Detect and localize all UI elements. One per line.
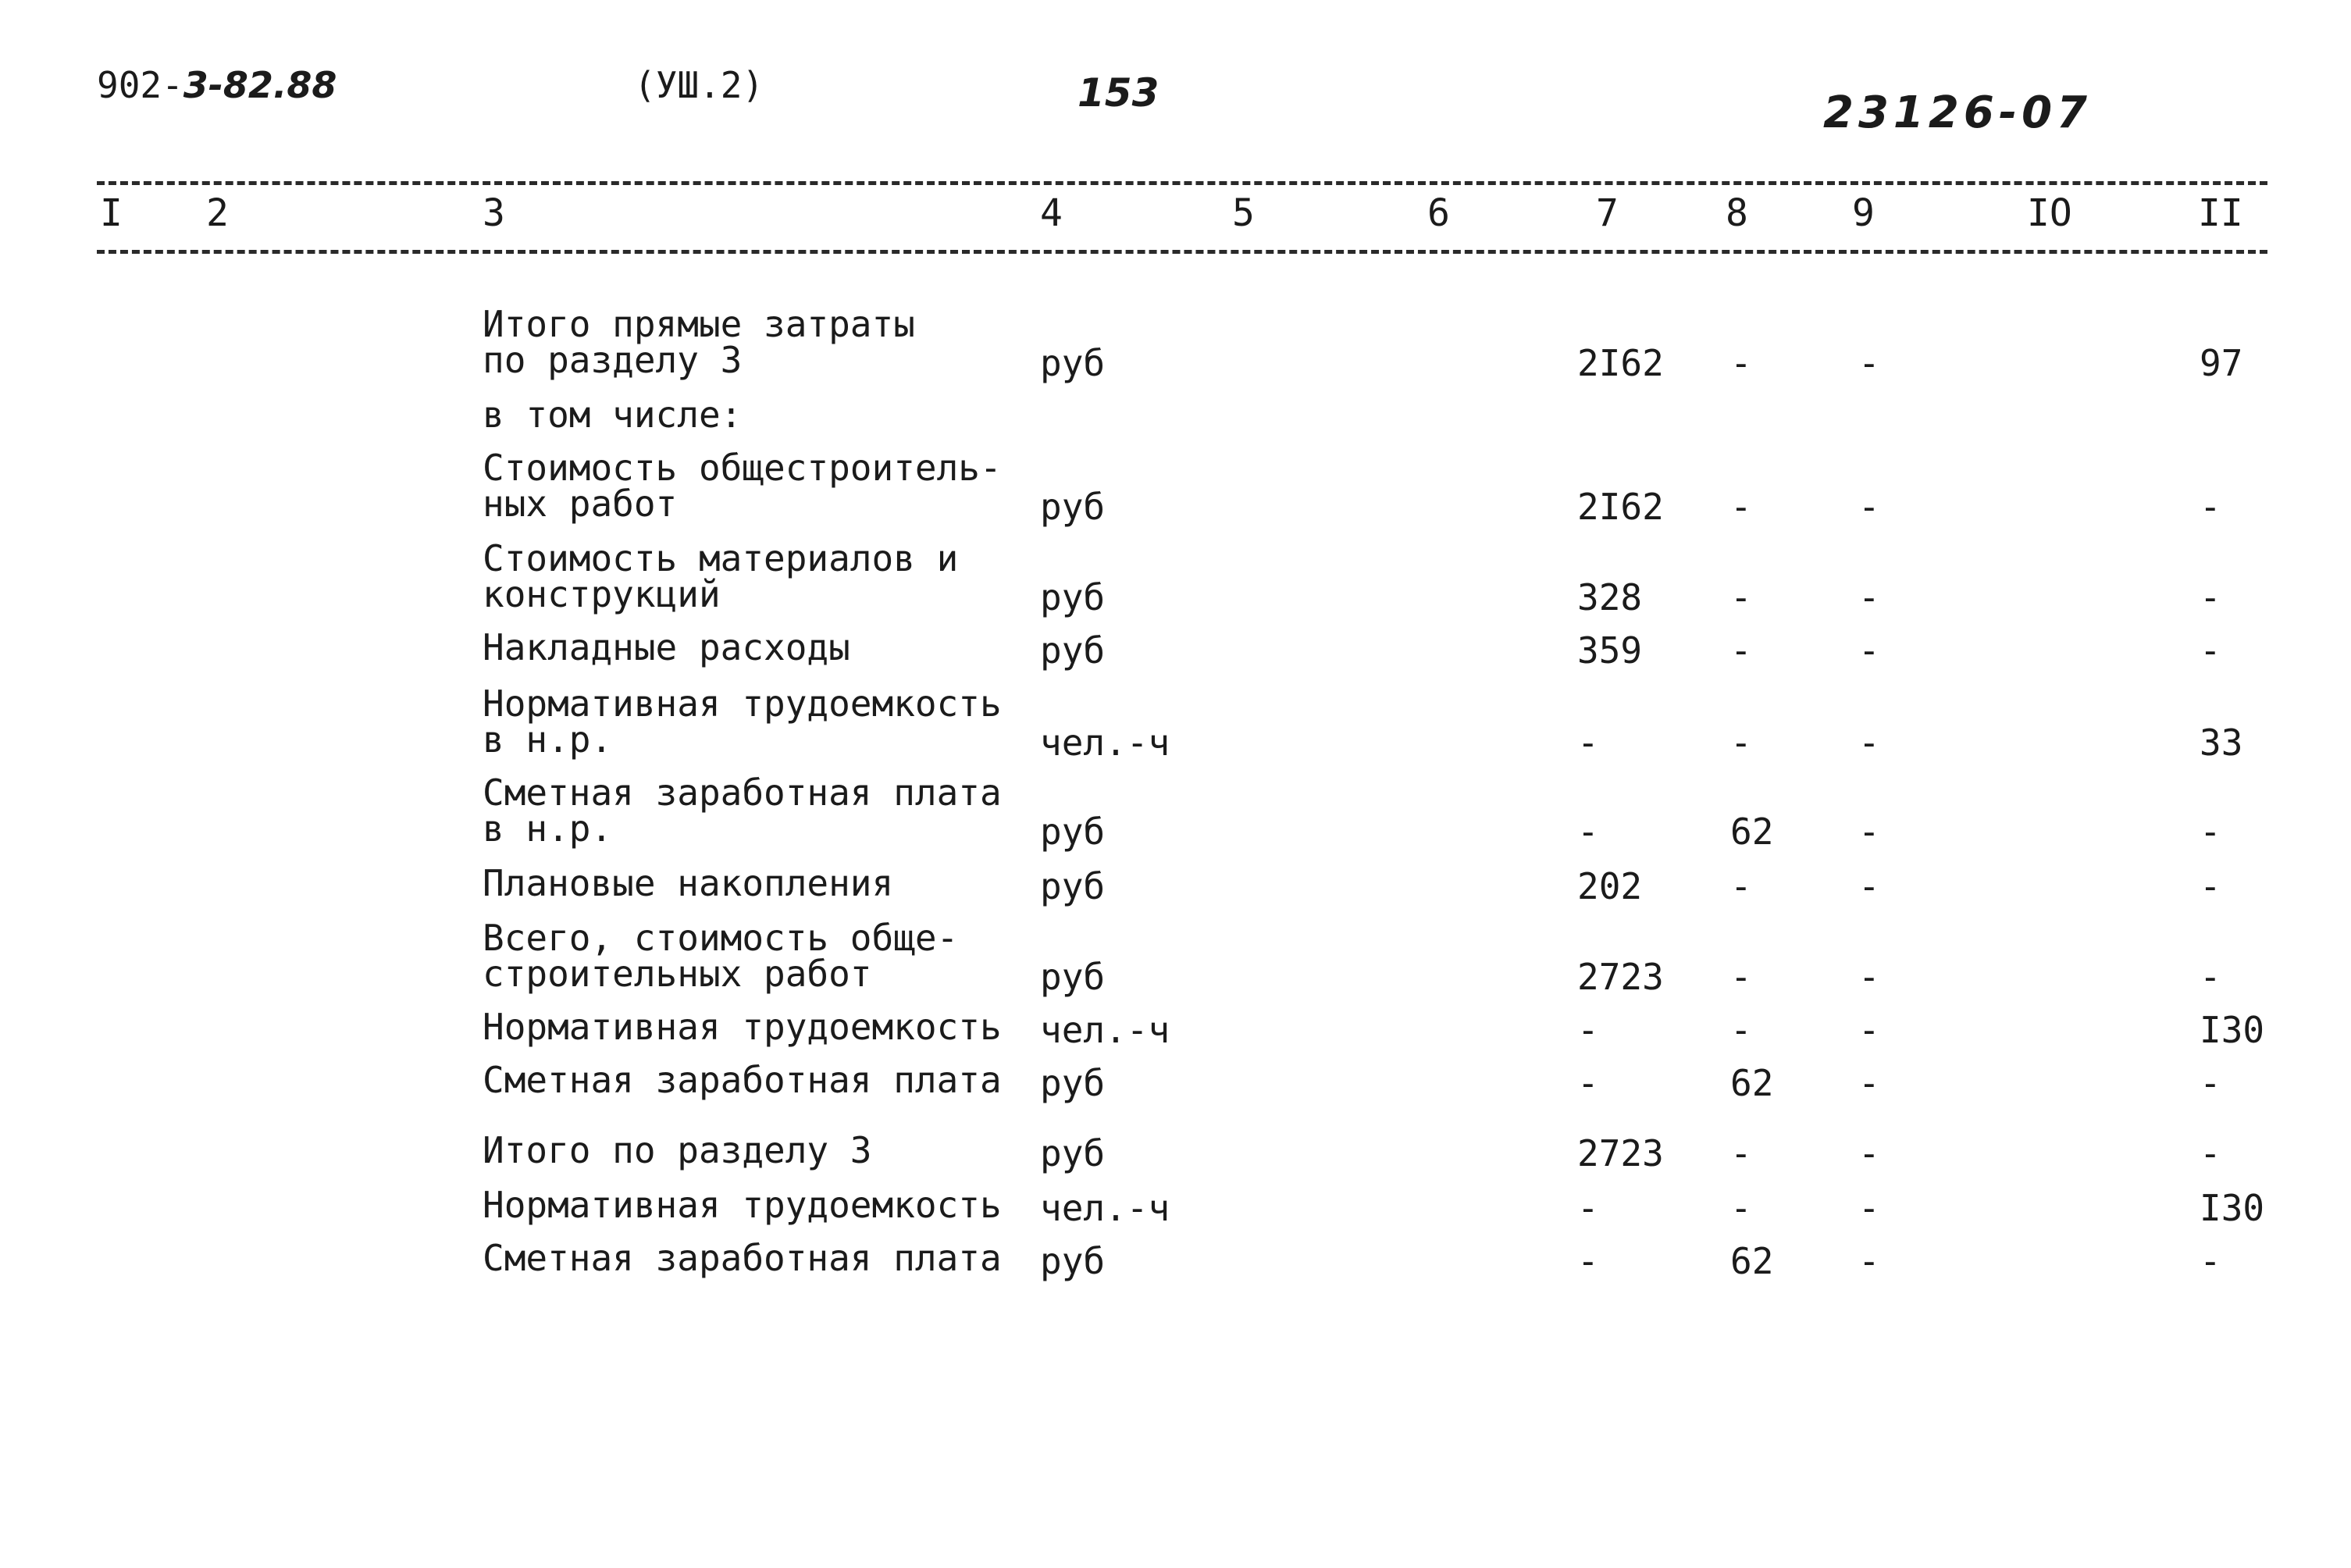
column-11-cell: I30 bbox=[2200, 1009, 2265, 1051]
column-8-cell: - bbox=[1730, 1132, 1752, 1174]
header-rule-top bbox=[97, 181, 2267, 185]
unit-cell: руб bbox=[1040, 342, 1106, 384]
column-8-cell: - bbox=[1730, 342, 1752, 384]
row-label-continuation: строительных работ bbox=[483, 953, 872, 995]
column-7-cell: - bbox=[1577, 722, 1599, 764]
column-8-cell: - bbox=[1730, 486, 1752, 528]
column-8-cell: 62 bbox=[1730, 811, 1774, 853]
column-11-cell: - bbox=[2200, 1240, 2221, 1282]
column-9-cell: - bbox=[1858, 811, 1880, 853]
album-number: (УШ.2) bbox=[634, 64, 764, 106]
column-11-cell: - bbox=[2200, 811, 2221, 853]
row-label: Стоимость материалов и bbox=[483, 537, 959, 579]
column-9-cell: - bbox=[1858, 576, 1880, 618]
row-label-continuation: в н.р. bbox=[483, 718, 613, 761]
unit-cell: руб bbox=[1040, 811, 1106, 853]
inventory-number: 23126-07 bbox=[1823, 87, 2092, 138]
column-header-1: I bbox=[100, 191, 123, 235]
column-7-cell: 359 bbox=[1577, 629, 1643, 672]
column-8-cell: - bbox=[1730, 722, 1752, 764]
column-8-cell: - bbox=[1730, 1187, 1752, 1229]
unit-cell: чел.-ч bbox=[1040, 722, 1170, 764]
column-header-6: 6 bbox=[1427, 191, 1450, 235]
row-label-continuation: ных работ bbox=[483, 483, 678, 525]
row-label: Нормативная трудоемкость bbox=[483, 682, 1002, 725]
column-11-cell: 97 bbox=[2200, 342, 2243, 384]
column-7-cell: 202 bbox=[1577, 865, 1643, 907]
row-label: Нормативная трудоемкость bbox=[483, 1184, 1002, 1226]
row-label: в том числе: bbox=[483, 394, 743, 436]
document-code-handwritten: 3-82.88 bbox=[183, 64, 337, 106]
unit-cell: чел.-ч bbox=[1040, 1187, 1170, 1229]
unit-cell: руб bbox=[1040, 629, 1106, 672]
column-7-cell: 328 bbox=[1577, 576, 1643, 618]
column-7-cell: 2I62 bbox=[1577, 342, 1664, 384]
column-8-cell: - bbox=[1730, 956, 1752, 998]
row-label: Всего, стоимость обще- bbox=[483, 917, 959, 959]
row-label: Стоимость общестроитель- bbox=[483, 447, 1002, 489]
column-11-cell: - bbox=[2200, 1132, 2221, 1174]
column-7-cell: - bbox=[1577, 1187, 1599, 1229]
row-label: Итого по разделу 3 bbox=[483, 1129, 872, 1171]
column-9-cell: - bbox=[1858, 1187, 1880, 1229]
unit-cell: чел.-ч bbox=[1040, 1009, 1170, 1051]
unit-cell: руб bbox=[1040, 956, 1106, 998]
column-header-8: 8 bbox=[1726, 191, 1748, 235]
column-header-5: 5 bbox=[1232, 191, 1255, 235]
column-11-cell: 33 bbox=[2200, 722, 2243, 764]
column-7-cell: - bbox=[1577, 1009, 1599, 1051]
column-9-cell: - bbox=[1858, 865, 1880, 907]
document-code-printed: 902- bbox=[97, 64, 183, 106]
column-header-3: 3 bbox=[483, 191, 505, 235]
row-label: Сметная заработная плата bbox=[483, 772, 1002, 814]
row-label-continuation: конструкций bbox=[483, 573, 721, 615]
page-number: 153 bbox=[1078, 70, 1159, 116]
unit-cell: руб bbox=[1040, 865, 1106, 907]
column-11-cell: - bbox=[2200, 629, 2221, 672]
column-7-cell: - bbox=[1577, 1062, 1599, 1104]
column-7-cell: 2723 bbox=[1577, 956, 1664, 998]
column-header-7: 7 bbox=[1596, 191, 1619, 235]
row-label: Итого прямые затраты bbox=[483, 303, 915, 345]
column-7-cell: 2723 bbox=[1577, 1132, 1664, 1174]
column-7-cell: 2I62 bbox=[1577, 486, 1664, 528]
row-label-continuation: в н.р. bbox=[483, 807, 613, 850]
row-label: Сметная заработная плата bbox=[483, 1237, 1002, 1279]
row-label-continuation: по разделу 3 bbox=[483, 339, 743, 381]
column-9-cell: - bbox=[1858, 1240, 1880, 1282]
unit-cell: руб bbox=[1040, 1240, 1106, 1282]
column-9-cell: - bbox=[1858, 342, 1880, 384]
column-11-cell: I30 bbox=[2200, 1187, 2265, 1229]
column-9-cell: - bbox=[1858, 722, 1880, 764]
unit-cell: руб bbox=[1040, 1062, 1106, 1104]
unit-cell: руб bbox=[1040, 576, 1106, 618]
document-code bbox=[97, 64, 337, 106]
column-7-cell: - bbox=[1577, 811, 1599, 853]
row-label: Сметная заработная плата bbox=[483, 1059, 1002, 1101]
column-11-cell: - bbox=[2200, 865, 2221, 907]
column-8-cell: - bbox=[1730, 576, 1752, 618]
column-8-cell: 62 bbox=[1730, 1240, 1774, 1282]
column-header-9: 9 bbox=[1852, 191, 1875, 235]
column-9-cell: - bbox=[1858, 629, 1880, 672]
column-9-cell: - bbox=[1858, 1009, 1880, 1051]
column-11-cell: - bbox=[2200, 486, 2221, 528]
column-header-10: IO bbox=[2027, 191, 2072, 235]
column-8-cell: - bbox=[1730, 1009, 1752, 1051]
column-9-cell: - bbox=[1858, 1062, 1880, 1104]
column-11-cell: - bbox=[2200, 576, 2221, 618]
unit-cell: руб bbox=[1040, 486, 1106, 528]
column-8-cell: 62 bbox=[1730, 1062, 1774, 1104]
column-9-cell: - bbox=[1858, 486, 1880, 528]
column-header-4: 4 bbox=[1040, 191, 1063, 235]
row-label: Нормативная трудоемкость bbox=[483, 1006, 1002, 1048]
column-9-cell: - bbox=[1858, 1132, 1880, 1174]
row-label: Плановые накопления bbox=[483, 862, 894, 904]
column-header-2: 2 bbox=[206, 191, 229, 235]
column-11-cell: - bbox=[2200, 1062, 2221, 1104]
unit-cell: руб bbox=[1040, 1132, 1106, 1174]
column-11-cell: - bbox=[2200, 956, 2221, 998]
header-rule-bottom bbox=[97, 250, 2267, 254]
column-8-cell: - bbox=[1730, 629, 1752, 672]
column-8-cell: - bbox=[1730, 865, 1752, 907]
row-label: Накладные расходы bbox=[483, 626, 850, 668]
column-7-cell: - bbox=[1577, 1240, 1599, 1282]
column-9-cell: - bbox=[1858, 956, 1880, 998]
column-header-11: II bbox=[2198, 191, 2243, 235]
